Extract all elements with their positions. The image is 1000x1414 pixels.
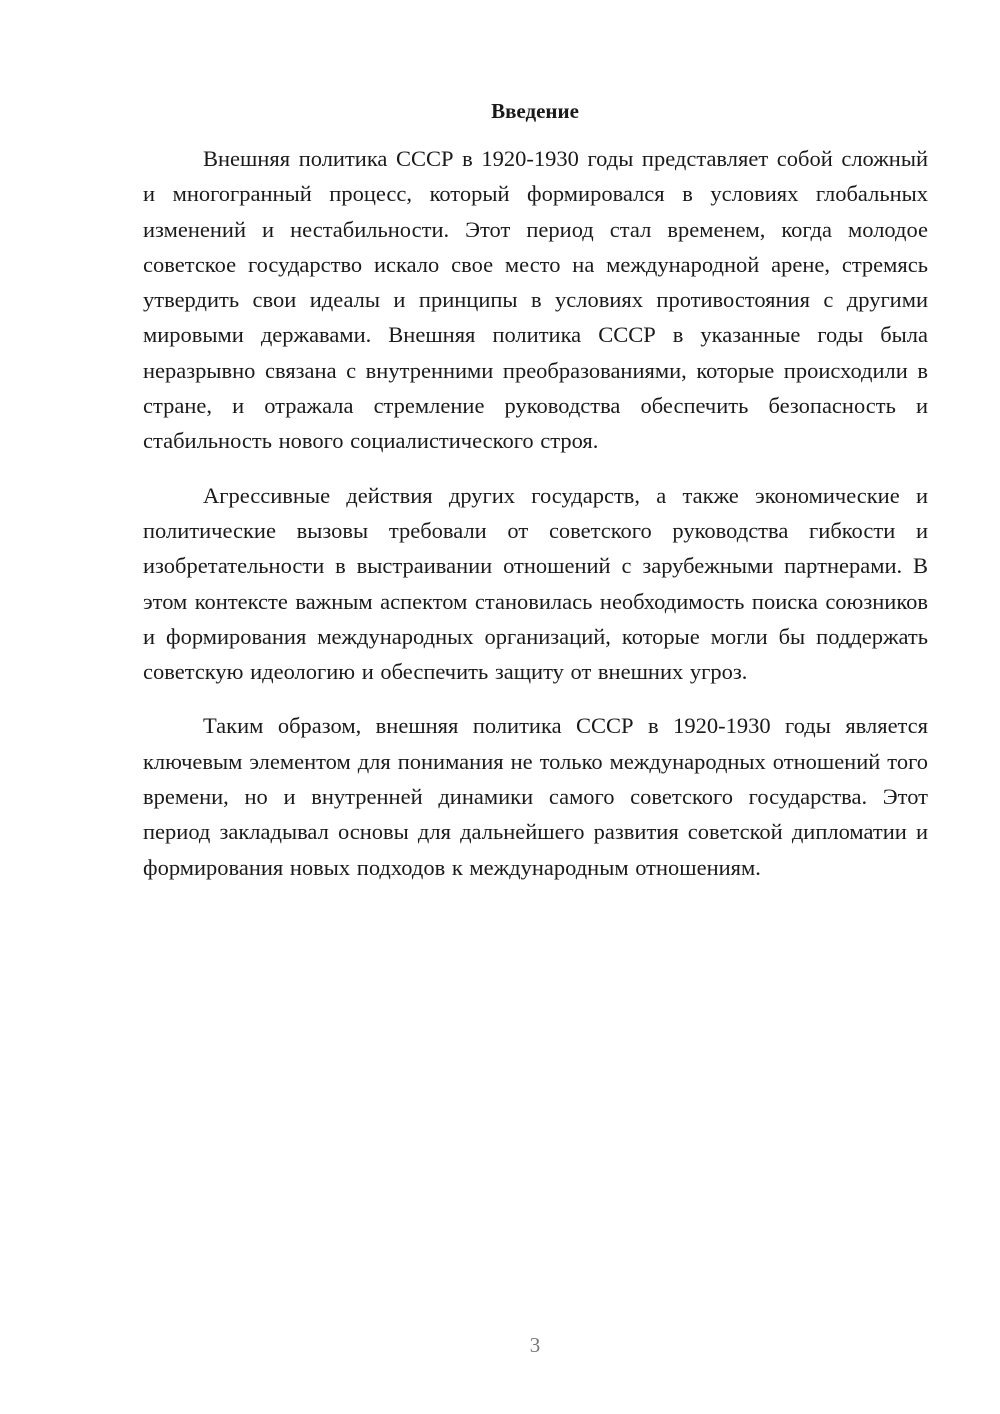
- body-text: [143, 141, 928, 885]
- paragraph-1: Внешняя политика СССР в 1920-1930 годы представляет собой сложный и многогранный процесс, который формировался в условиях глобальных изменений и нестабильности. Этот период стал временем, когда молодое советское государство искало свое место на международной арене, стремясь утвердить свои идеалы и принципы в условиях противостояния с другими мировыми державами. Внешняя политика СССР в указанные годы была неразрывно связана с внутренними преобразованиями, которые происходили в стране, и отражала стремление руководства обеспечить безопасность и стабильность нового социалистического строя.: [143, 146, 928, 454]
- page-number: 3: [529, 1333, 541, 1357]
- paragraph-2: Агрессивные действия других государств, а также экономические и политические вызовы требовали от советского руководства гибкости и изобретательности в выстраивании отношений с зарубежными партнерами. В этом контексте важным аспектом становилась необходимость поиска союзников и формирования международных организаций, которые могли бы поддержать советскую идеологию и обеспечить защиту от внешних угроз.: [143, 482, 928, 685]
- section-heading: Введение: [491, 99, 579, 123]
- paragraph-3: Таким образом, внешняя политика СССР в 1920-1930 годы является ключевым элементом для понимания не только международных отношений того времени, но и внутренней динамики самого советского государства. Этот период закладывал основы для дальнейшего развития советской дипломатии и формирования новых подходов к международным отношениям.: [143, 713, 928, 880]
